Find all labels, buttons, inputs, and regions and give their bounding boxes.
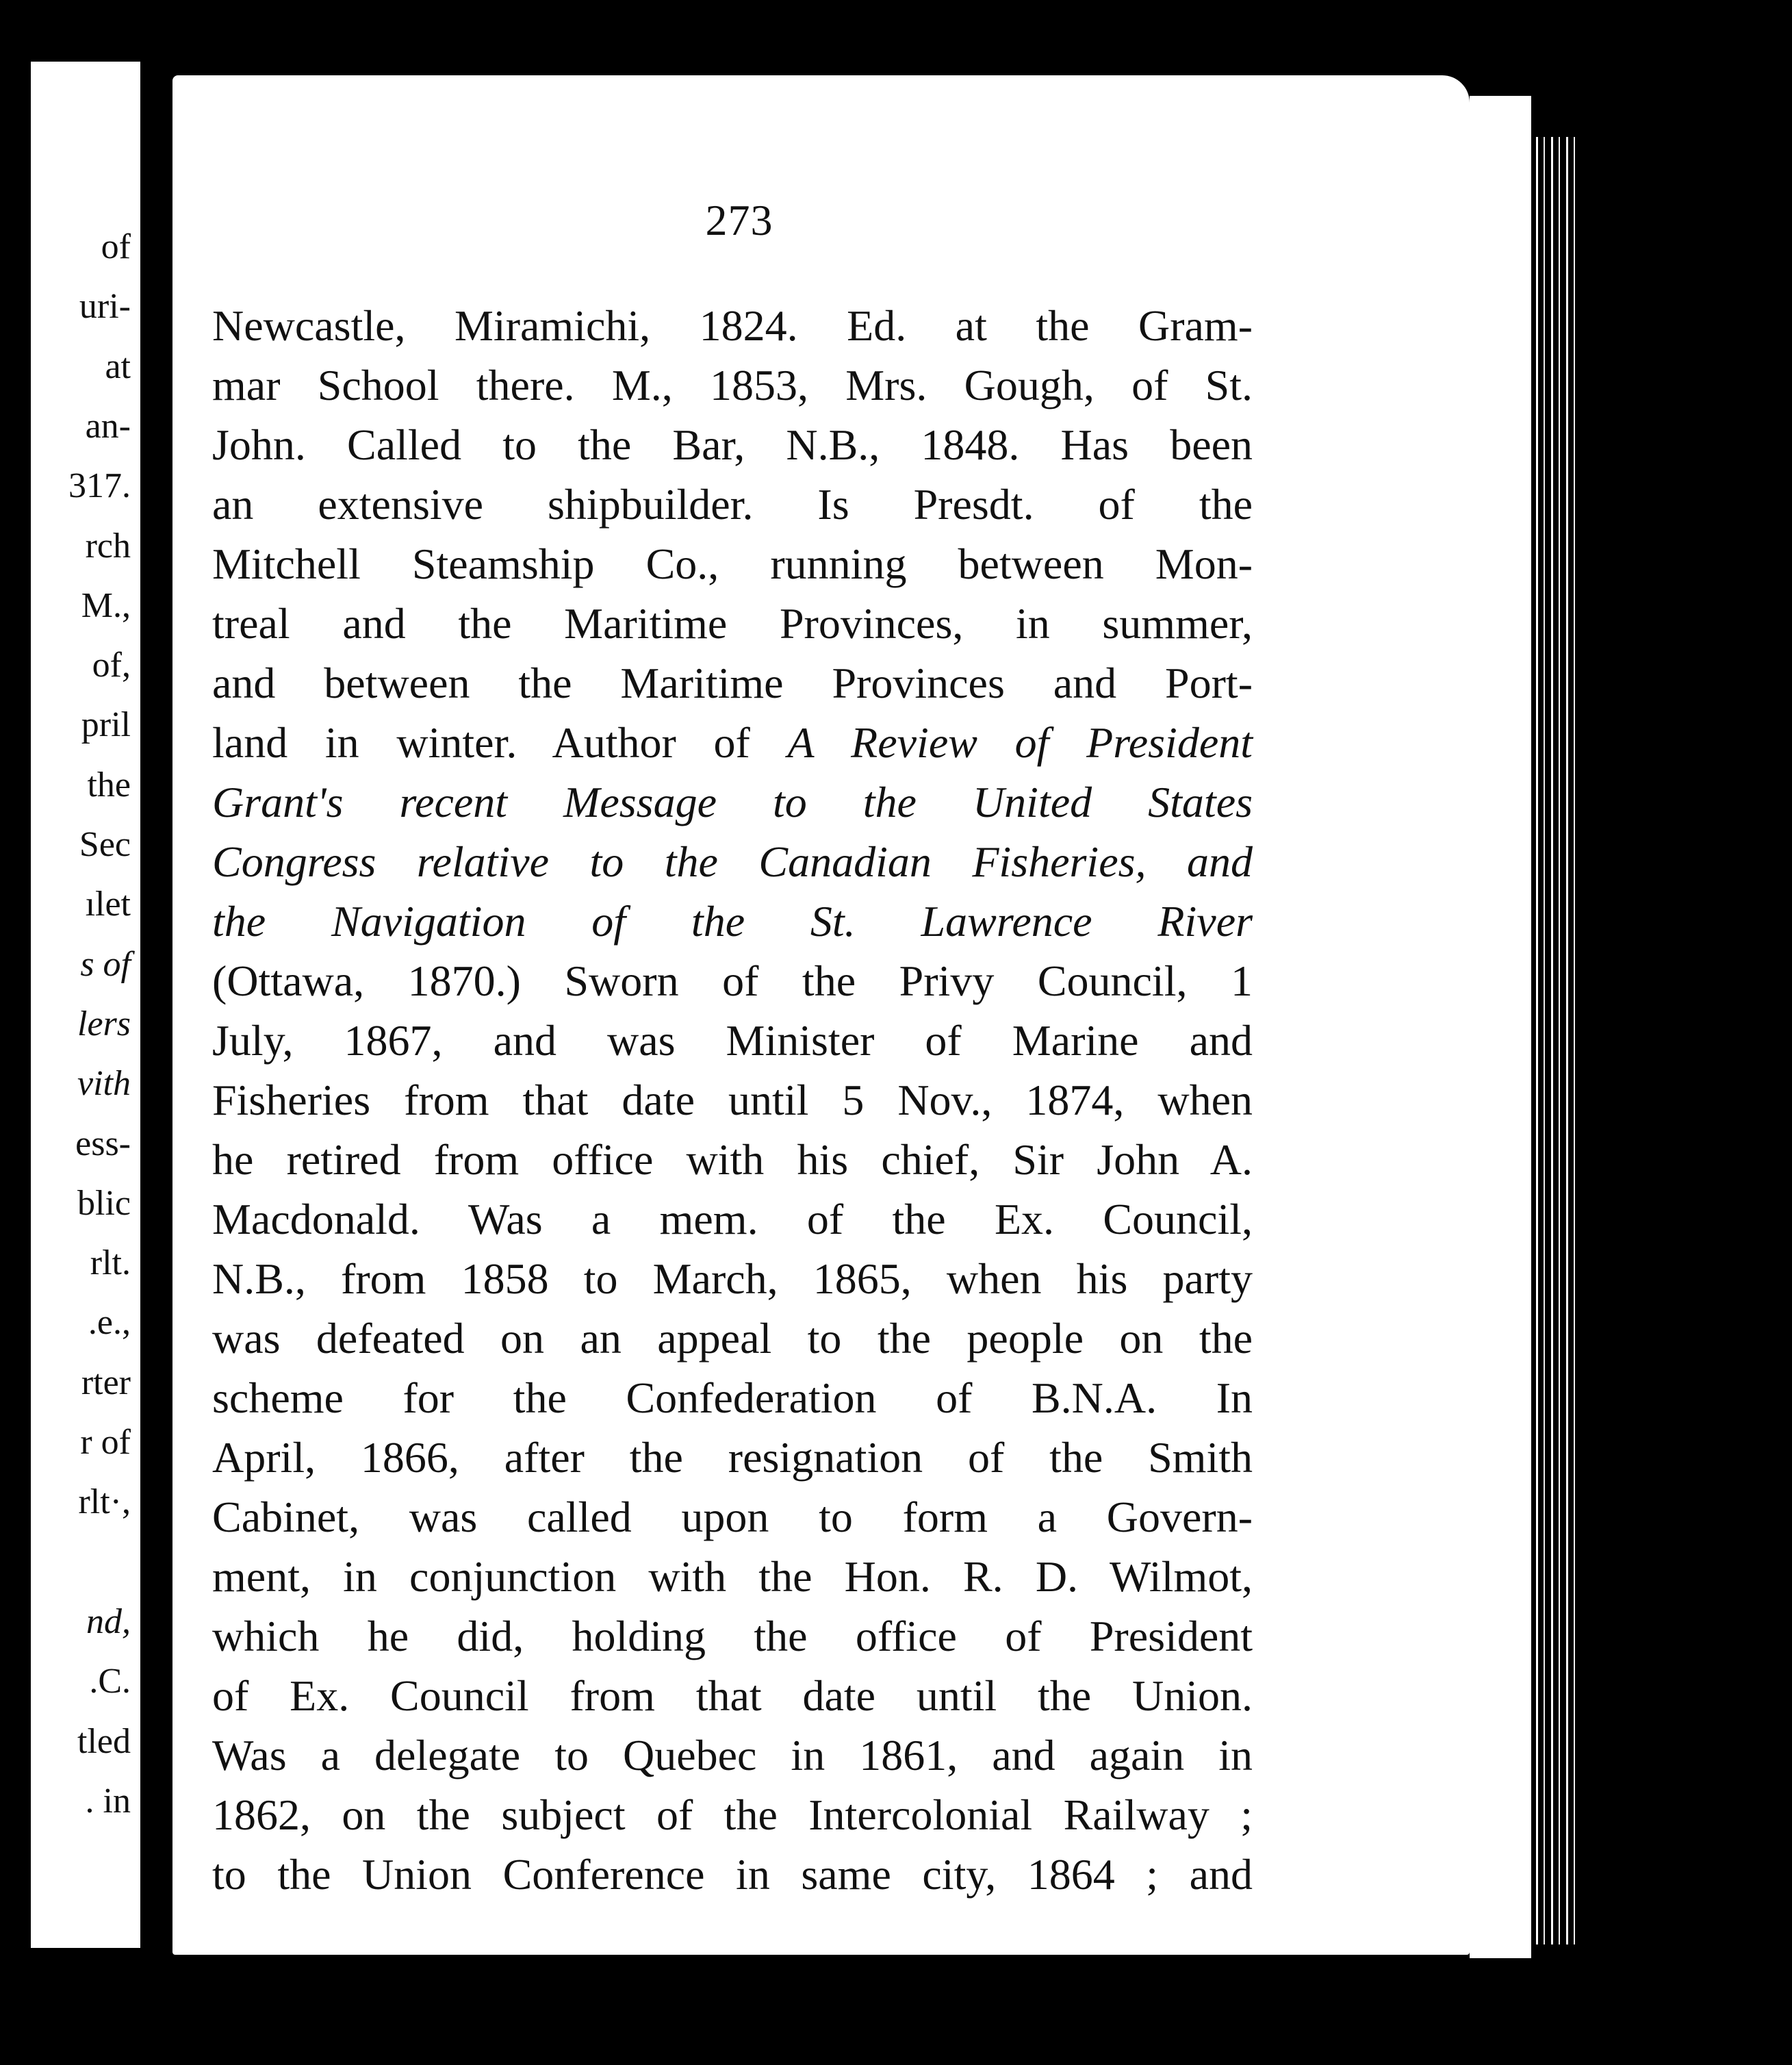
text-run: ment, in conjunction with the Hon. R. D. Wilmot,: [212, 1552, 1253, 1601]
text-run: treal and the Maritime Provinces, in summer,: [212, 599, 1253, 648]
text-line: [212, 1666, 1253, 1725]
left-page-fragment: rter: [81, 1363, 131, 1402]
left-page-fragment: uri-: [79, 287, 131, 327]
text-run: Mitchell Steamship Co., running between Mon-: [212, 540, 1253, 588]
left-page-fragment: nd,: [86, 1601, 131, 1641]
text-line: [212, 1487, 1253, 1547]
text-run: April, 1866, after the resignation of the Smith: [212, 1433, 1253, 1482]
text-line: [212, 1070, 1253, 1130]
text-run: to the Union Conference in same city, 1864 ; and: [212, 1850, 1253, 1899]
left-page-fragment: rlt.: [90, 1243, 131, 1283]
left-page-fragment: ılet: [85, 885, 131, 924]
left-page-fragment: lers: [77, 1004, 131, 1043]
italic-text: Grant's recent Message to the United States: [212, 778, 1253, 826]
text-line: [212, 1130, 1253, 1189]
text-run: and between the Maritime Provinces and Port-: [212, 659, 1253, 707]
left-page-fragment: ess-: [75, 1124, 131, 1163]
left-page-fragment: s of: [80, 944, 131, 984]
text-run: land in winter. Author of: [212, 718, 788, 767]
body-text: [212, 296, 1253, 1904]
left-page-sliver: [31, 62, 140, 1948]
text-run: scheme for the Confederation of B.N.A. In: [212, 1373, 1253, 1422]
text-run: was defeated on an appeal to the people on the: [212, 1314, 1253, 1363]
text-line: [212, 1308, 1253, 1368]
text-line: [212, 713, 1253, 772]
text-line: [212, 1725, 1253, 1785]
text-run: 1862, on the subject of the Intercolonial Railway ;: [212, 1790, 1253, 1839]
text-line: [212, 355, 1253, 415]
text-line: [212, 534, 1253, 594]
text-line: [212, 891, 1253, 951]
text-line: [212, 1189, 1253, 1249]
text-run: (Ottawa, 1870.) Sworn of the Privy Council, 1: [212, 957, 1253, 1005]
italic-text: the Navigation of the St. Lawrence River: [212, 897, 1253, 946]
left-page-fragment: rlt·,: [78, 1482, 131, 1522]
text-line: [212, 832, 1253, 891]
left-page-fragment: M.,: [81, 585, 131, 625]
text-run: Fisheries from that date until 5 Nov., 1874, when: [212, 1076, 1253, 1124]
text-line: [212, 1606, 1253, 1666]
text-run: N.B., from 1858 to March, 1865, when his party: [212, 1254, 1253, 1303]
left-page-fragment: at: [105, 346, 131, 386]
text-run: which he did, holding the office of President: [212, 1612, 1253, 1660]
page-edge-fill: [1470, 96, 1531, 1958]
left-page-fragment: .e.,: [88, 1303, 131, 1343]
text-line: [212, 1249, 1253, 1308]
left-page-fragment: pril: [81, 705, 131, 745]
left-page-fragment: 317.: [68, 466, 131, 506]
left-page-fragment: rch: [85, 526, 131, 566]
text-run: he retired from office with his chief, Sir John A.: [212, 1135, 1253, 1184]
text-line: [212, 415, 1253, 474]
left-page-fragment: the: [87, 765, 131, 805]
text-run: Cabinet, was called upon to form a Govern-: [212, 1493, 1253, 1541]
left-page-fragment: tled: [77, 1721, 131, 1761]
text-line: [212, 772, 1253, 832]
text-run: Macdonald. Was a mem. of the Ex. Council,: [212, 1195, 1253, 1243]
italic-text: A Review of President: [787, 718, 1253, 767]
text-run: of Ex. Council from that date until the Union.: [212, 1671, 1253, 1720]
text-line: [212, 653, 1253, 713]
left-page-fragment: .C.: [89, 1662, 131, 1701]
text-line: [212, 1785, 1253, 1845]
text-run: John. Called to the Bar, N.B., 1848. Has been: [212, 420, 1253, 469]
italic-text: Congress relative to the Canadian Fisheries, and: [212, 837, 1253, 886]
text-line: [212, 474, 1253, 534]
text-run: July, 1867, and was Minister of Marine and: [212, 1016, 1253, 1065]
text-line: [212, 1428, 1253, 1487]
text-line: [212, 1547, 1253, 1606]
text-run: mar School there. M., 1853, Mrs. Gough, of St.: [212, 361, 1253, 409]
left-page-fragment: an-: [85, 406, 131, 446]
text-run: Was a delegate to Quebec in 1861, and again in: [212, 1731, 1253, 1779]
text-line: [212, 1368, 1253, 1428]
left-page-fragment: r of: [80, 1423, 131, 1462]
book-gutter: [145, 41, 174, 1958]
text-line: [212, 296, 1253, 355]
left-page-fragment: of,: [92, 646, 131, 685]
page-number: 273: [705, 196, 773, 244]
left-page-fragment: . in: [85, 1781, 131, 1821]
text-run: an extensive shipbuilder. Is Presdt. of the: [212, 480, 1253, 529]
text-line: [212, 951, 1253, 1011]
text-line: [212, 594, 1253, 653]
left-page-fragment: of: [101, 227, 131, 266]
left-page-fragment: vith: [77, 1064, 131, 1104]
left-page-fragment: blic: [77, 1183, 131, 1223]
text-run: Newcastle, Miramichi, 1824. Ed. at the Gram-: [212, 301, 1253, 350]
text-line: [212, 1011, 1253, 1070]
text-line: [212, 1845, 1253, 1904]
left-page-fragment: Sec: [79, 825, 131, 864]
